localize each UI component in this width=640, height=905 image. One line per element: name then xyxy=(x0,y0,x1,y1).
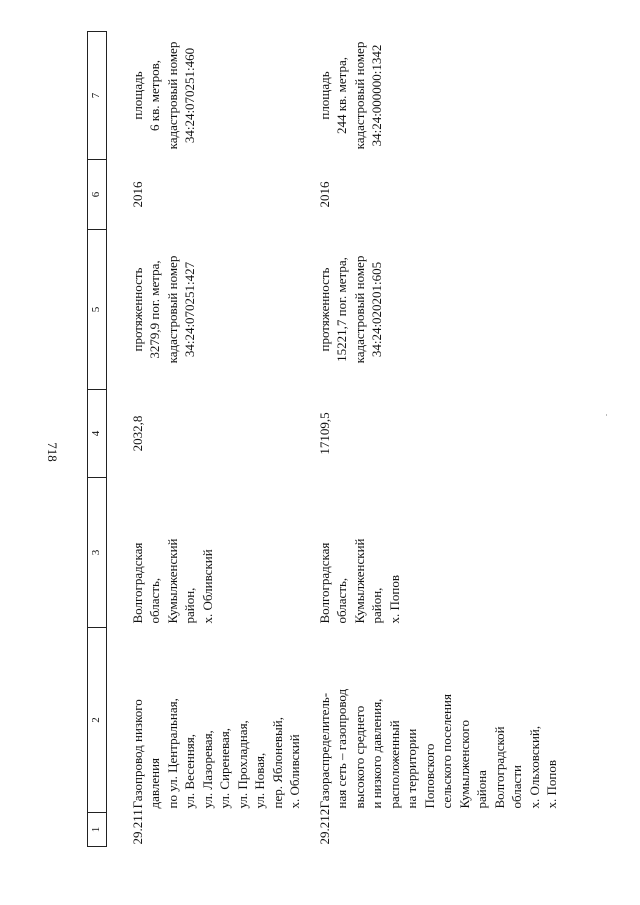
location-line: х. Попов xyxy=(386,575,402,624)
name-line: х. Попов xyxy=(544,760,559,809)
characteristics-line: кадастровый номер xyxy=(351,255,367,364)
scan-speck xyxy=(606,414,607,416)
name-line: и низкого давления, xyxy=(369,698,384,809)
name-line: сельского поселения xyxy=(439,694,454,809)
name-line: ул. Прохладная, xyxy=(234,720,250,809)
location-line: х. Обливский xyxy=(199,549,215,624)
cell-value: 17109,5 xyxy=(316,412,332,455)
cell-num: 29.211 xyxy=(129,809,145,845)
property-table xyxy=(87,31,563,847)
land-line: 244 кв. метра, xyxy=(334,56,349,135)
name-line: х. Ольховский, xyxy=(526,725,542,809)
name-line: района xyxy=(474,770,489,809)
cell-year: 2016 xyxy=(129,181,145,208)
location-line: район, xyxy=(182,587,197,624)
location-line: Кумылженский xyxy=(351,538,367,624)
cell-characteristics xyxy=(306,230,563,390)
page-number: 718 xyxy=(45,442,60,462)
cell-land xyxy=(306,32,563,160)
location-line: область, xyxy=(147,577,162,624)
name-line: Поповского xyxy=(421,743,437,809)
col-header-6: 6 xyxy=(88,160,107,230)
col-header-1: 1 xyxy=(88,813,107,847)
characteristics-line: 3279,9 пог. метра, xyxy=(147,260,162,359)
header-row xyxy=(88,32,107,847)
land-line: площадь xyxy=(316,71,332,120)
name-line: ная сеть – газопровод xyxy=(334,688,349,809)
characteristics-line: кадастровый номер xyxy=(164,255,180,364)
name-line: давления xyxy=(147,757,162,809)
cell-year: 2016 xyxy=(316,181,332,208)
characteristics-line: 34:24:020201:605 xyxy=(369,261,384,358)
name-line: расположенный xyxy=(386,720,402,809)
location-line: Волгоградская xyxy=(129,542,145,624)
characteristics-line: протяженность xyxy=(316,267,332,352)
name-line: по ул. Центральная, xyxy=(164,698,180,809)
name-line: пер. Яблоневый, xyxy=(269,717,285,809)
name-line: ул. Сиреневая, xyxy=(217,727,232,809)
name-line: Газопровод низкого xyxy=(129,699,145,809)
name-line: на территории xyxy=(404,728,419,809)
name-line: области xyxy=(509,765,524,809)
name-line: ул. Весенняя, xyxy=(182,733,197,809)
table-row xyxy=(106,32,306,847)
cell-name xyxy=(106,628,306,813)
land-line: кадастровый номер xyxy=(351,41,367,150)
land-line: площадь xyxy=(129,71,145,120)
cell-location xyxy=(306,478,563,628)
land-line: кадастровый номер xyxy=(164,41,180,150)
cell-value: 2032,8 xyxy=(129,415,145,452)
cell-land xyxy=(106,32,306,160)
col-header-2: 2 xyxy=(88,628,107,813)
rotated-page xyxy=(87,32,597,847)
cell-location xyxy=(106,478,306,628)
land-line: 6 кв. метров, xyxy=(147,60,162,131)
table-row xyxy=(306,32,563,847)
name-line: Волгоградской xyxy=(491,726,507,809)
cell-name xyxy=(306,628,563,813)
land-line: 34:24:070251:460 xyxy=(182,47,197,144)
characteristics-line: 34:24:070251:427 xyxy=(182,261,197,358)
cell-num: 29.212 xyxy=(316,808,332,845)
land-line: 34:24:000000:1342 xyxy=(369,44,384,147)
characteristics-line: 15221,7 пог. метра, xyxy=(334,257,349,362)
name-line: высокого среднего xyxy=(351,705,367,809)
cell-characteristics xyxy=(106,230,306,390)
name-line: ул. Новая, xyxy=(252,752,267,809)
characteristics-line: протяженность xyxy=(129,267,145,352)
col-header-7: 7 xyxy=(88,32,107,160)
col-header-5: 5 xyxy=(88,230,107,390)
table-body xyxy=(106,32,563,847)
location-line: Волгоградская xyxy=(316,542,332,624)
location-line: Кумылженский xyxy=(164,538,180,624)
name-line: х. Обливский xyxy=(287,734,302,809)
col-header-3: 3 xyxy=(88,478,107,628)
name-line: ул. Лазоревая, xyxy=(199,730,215,809)
location-line: район, xyxy=(369,587,384,624)
col-header-4: 4 xyxy=(88,390,107,478)
name-line: Газораспределитель- xyxy=(316,692,332,809)
name-line: Кумылженского xyxy=(456,720,472,809)
location-line: область, xyxy=(334,577,349,624)
